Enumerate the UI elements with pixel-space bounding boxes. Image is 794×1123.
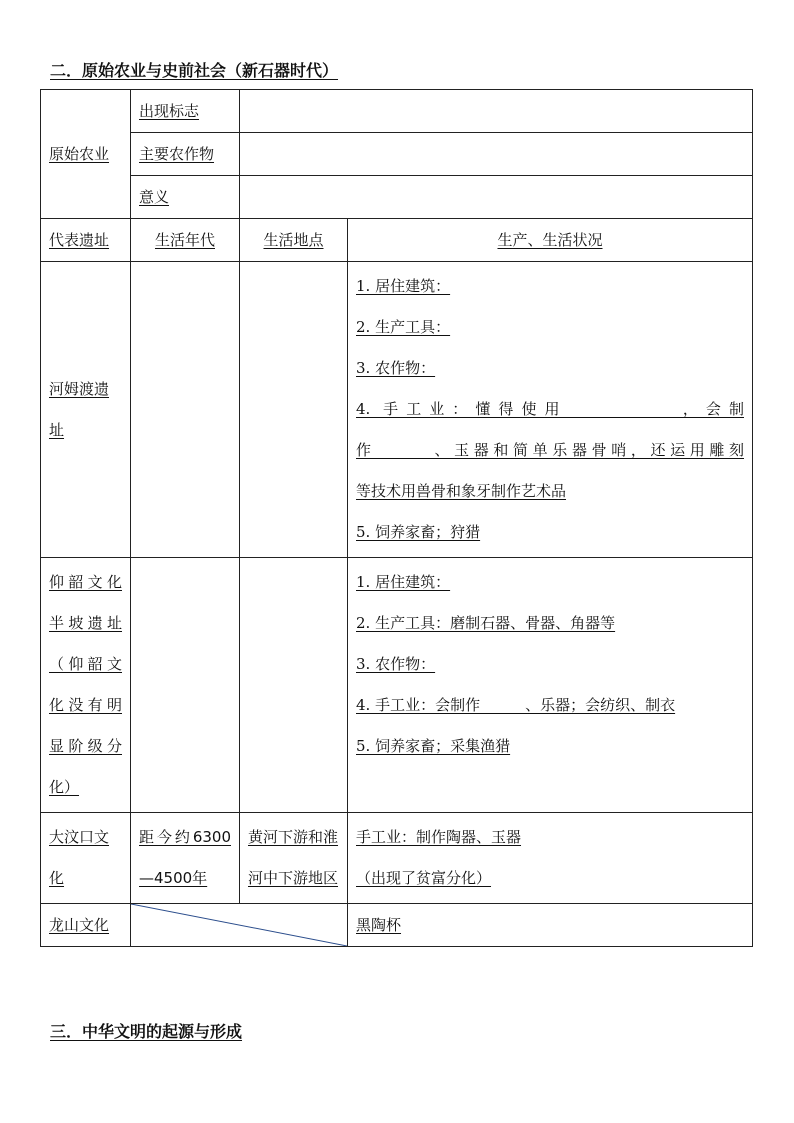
status-line: 2. 生产工具：磨制石器、骨器、角器等 — [356, 614, 616, 632]
agri-item-cell — [131, 176, 240, 219]
agri-row-2 — [41, 133, 753, 176]
status-line: 1. 居住建筑： — [356, 277, 451, 295]
agri-item-crops: 主要农作物 — [139, 145, 215, 163]
status-cell — [348, 904, 753, 947]
header-era: 生活年代 — [154, 231, 215, 249]
agri-item-cell — [131, 133, 240, 176]
era-blank[interactable] — [131, 558, 240, 813]
status-line: 作 、玉器和简单乐器骨哨，还运用雕刻 — [356, 441, 744, 459]
status-cell — [348, 262, 753, 558]
agri-answer-blank[interactable] — [240, 176, 753, 219]
status-line: 1. 居住建筑： — [356, 573, 451, 591]
status-line: 5. 饲养家畜；狩猎 — [356, 523, 481, 541]
status-cell — [348, 813, 753, 904]
table-row-longshan — [41, 904, 753, 947]
status-longshan: 黑陶杯 — [356, 916, 402, 934]
header-cell — [41, 219, 131, 262]
agri-row-1 — [41, 90, 753, 133]
header-cell — [348, 219, 753, 262]
site-name-cell — [41, 813, 131, 904]
table-row-dawenkou — [41, 813, 753, 904]
status-line: 4. 手工业：会制作 、乐器；会纺织、制衣 — [356, 696, 676, 714]
table-header-row — [41, 219, 753, 262]
place-cell — [240, 813, 348, 904]
header-place: 生活地点 — [263, 231, 324, 249]
site-name-hemudu: 河姆渡遗址 — [49, 379, 110, 439]
place-blank[interactable] — [240, 262, 348, 558]
agri-answer-blank[interactable] — [240, 133, 753, 176]
site-name-cell — [41, 904, 131, 947]
site-name-dawenkou: 大汶口文化 — [49, 828, 110, 887]
crossed-out-cell — [131, 904, 348, 947]
status-line: 2. 生产工具： — [356, 318, 451, 336]
header-cell — [131, 219, 240, 262]
place-blank[interactable] — [240, 558, 348, 813]
agri-item-cell — [131, 90, 240, 133]
table-row-yangshao — [41, 558, 753, 813]
section-3-heading: 三．中华文明的起源与形成 — [50, 1022, 243, 1041]
header-status: 生产、生活状况 — [497, 231, 603, 249]
section-2-heading: 二．原始农业与史前社会（新石器时代） — [50, 61, 339, 80]
agri-item-meaning: 意义 — [139, 188, 170, 206]
site-name-yangshao: 仰韶文化半坡遗址（仰韶文化没有明显阶级分化） — [49, 573, 122, 796]
header-site: 代表遗址 — [49, 231, 110, 249]
table-row-hemudu — [41, 262, 753, 558]
agri-answer-blank[interactable] — [240, 90, 753, 133]
status-line: 3. 农作物： — [356, 359, 436, 377]
agri-row-3 — [41, 176, 753, 219]
diagonal-line — [131, 904, 347, 946]
status-line: （出现了贫富分化） — [356, 869, 492, 887]
status-line: 5. 饲养家畜；采集渔猎 — [356, 737, 511, 755]
agri-item-sign: 出现标志 — [139, 102, 200, 120]
neolithic-table — [40, 89, 753, 947]
place-dawenkou: 黄河下游和淮河中下游地区 — [248, 828, 339, 887]
agri-label: 原始农业 — [49, 144, 110, 163]
era-blank[interactable] — [131, 262, 240, 558]
status-line: 等技术用兽骨和象牙制作艺术品 — [356, 482, 567, 500]
header-cell — [240, 219, 348, 262]
site-name-cell — [41, 558, 131, 813]
status-line: 手工业：制作陶器、玉器 — [356, 828, 522, 846]
status-line: 4. 手工业：懂得使用 ，会制 — [356, 400, 744, 418]
agri-label-cell — [41, 90, 131, 219]
site-name-cell — [41, 262, 131, 558]
era-cell — [131, 813, 240, 904]
site-name-longshan: 龙山文化 — [49, 916, 110, 934]
status-cell — [348, 558, 753, 813]
era-dawenkou: 距今约6300—4500年 — [139, 828, 231, 887]
status-line: 3. 农作物： — [356, 655, 436, 673]
